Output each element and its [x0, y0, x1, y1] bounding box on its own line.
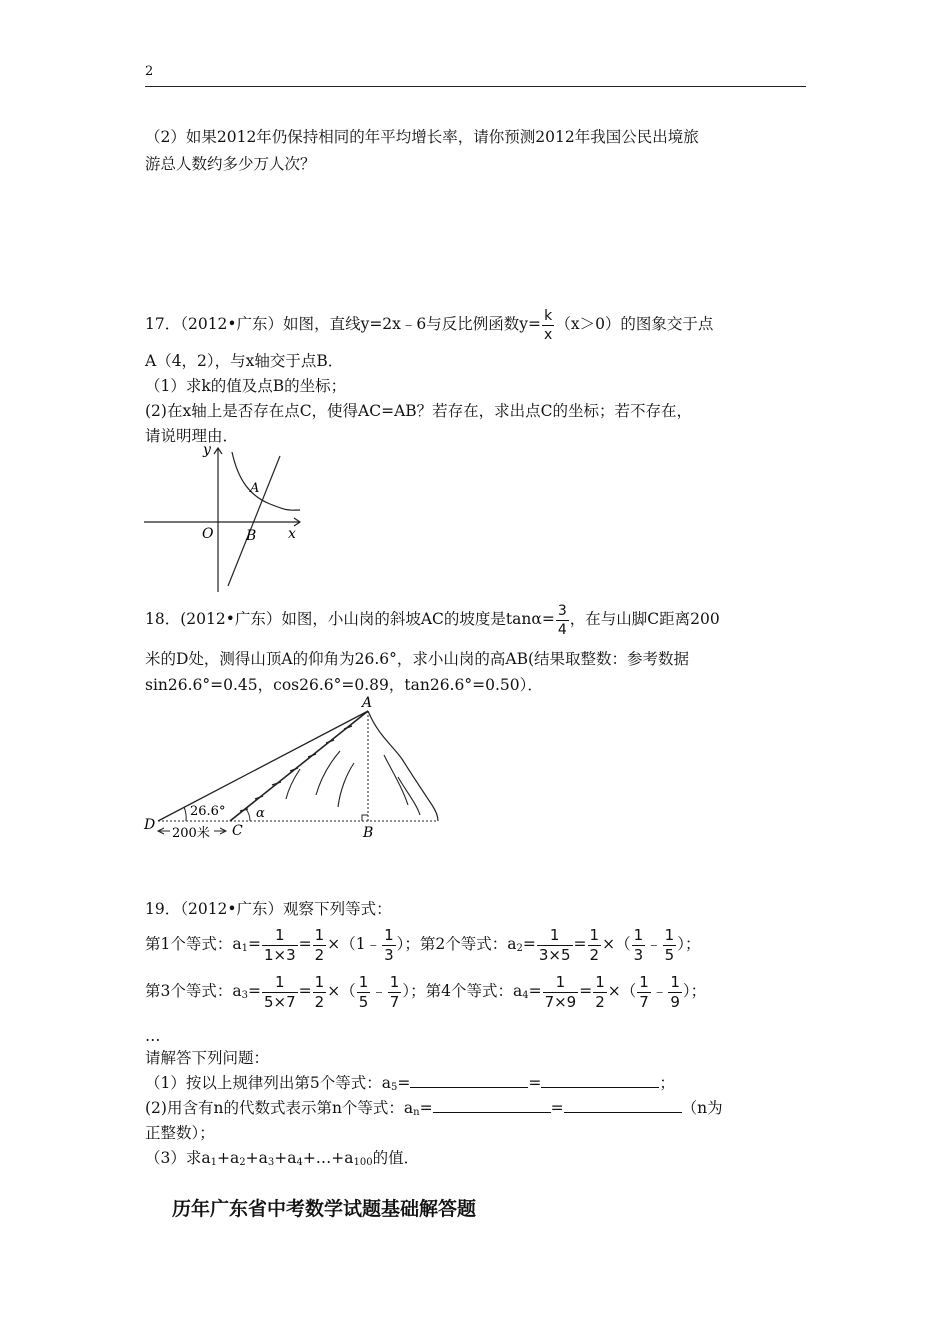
q19-eq4-equals: =: [528, 982, 542, 1000]
q17-line: [228, 456, 280, 586]
q17-label-o: O: [202, 526, 214, 542]
q19-part2-eq: =: [419, 1099, 433, 1117]
q18-label-angle: 26.6°: [190, 804, 226, 819]
q19-part2-text: (2)用含有n的代数式表示第n个等式：a: [145, 1099, 414, 1117]
q19-intro: 19．（2012•广东）观察下列等式：: [145, 900, 392, 918]
q19-eq2-semi: ；: [684, 935, 701, 953]
q19-eq2-fa: [632, 925, 646, 964]
q16-part2-line2: 游总人数约多少万人次？: [145, 155, 316, 173]
q17-figure: [140, 440, 310, 600]
q19-eq4-frac-den: 7×9: [544, 992, 577, 1011]
q19-equations-row1: [145, 923, 700, 970]
footer-title: 历年广东省中考数学试题基础解答题: [172, 1198, 477, 1220]
q19-eq1-half-num: 1: [314, 925, 325, 944]
q19-eq4-label: ；第4个等式：a: [410, 982, 523, 1000]
q19-eq2-fb-num: 1: [664, 925, 675, 944]
q19-eq4-fa-den: 7: [639, 992, 649, 1011]
q17-fraction: [542, 309, 554, 342]
q19-eq1-frac: [262, 925, 298, 964]
q19-eq1-lp: （1﹣: [340, 935, 382, 953]
q19-eq4-fb: [668, 972, 682, 1011]
q19-eq2-fb-den: 5: [664, 945, 675, 964]
q19-eq4-half-den: 2: [595, 992, 605, 1011]
q19-part1-text: （1）按以上规律列出第5个等式：a: [145, 1074, 391, 1092]
q19-eq2-frac-den: 3×5: [538, 945, 571, 964]
q17-line3: （1）求k的值及点B的坐标；: [145, 377, 347, 395]
q19-eq1-label: 第1个等式：a: [145, 935, 242, 953]
q19-eq3-half: [313, 972, 327, 1011]
q19-eq3-label: 第3个等式：a: [145, 982, 242, 1000]
page-number: 2: [145, 64, 154, 79]
q19-eq1-f3-den: 3: [384, 945, 394, 964]
q19-eq1-equals: =: [247, 935, 261, 953]
q19-part1-eq: =: [397, 1074, 411, 1092]
q19-eq2-frac-num: 1: [537, 928, 573, 946]
q19-part3-s2: 2: [239, 1157, 246, 1168]
q18-slope-hatching: [240, 726, 352, 811]
q19-eq4-frac-num: 1: [543, 975, 579, 993]
q19-part2-sub: n: [413, 1107, 420, 1118]
q17-line1: [145, 305, 713, 343]
q19-eq4-fb-den: 9: [670, 992, 680, 1011]
q19-eq4-half-num: 1: [595, 972, 605, 991]
q19-eq3-frac: [262, 972, 298, 1011]
q18-line3: sin26.6°=0.45，cos26.6°=0.89，tan26.6°=0.50）．: [145, 676, 543, 694]
q17-label-y: y: [203, 442, 211, 458]
q19-part2: [145, 1097, 723, 1124]
q19-part3-plus1: +a: [216, 1149, 240, 1167]
q19-eq2-half: [588, 925, 602, 964]
q19-eq3-fb-num: 1: [389, 972, 400, 991]
q19-part1: [145, 1072, 675, 1099]
q19-eq2-frac: [537, 925, 573, 964]
q19-eq2-sub: 2: [516, 943, 523, 954]
q19-eq4-half: [593, 972, 607, 1011]
q18-label-b: B: [363, 825, 374, 841]
q19-part2-blank2[interactable]: [564, 1098, 682, 1113]
q18-label-a: A: [362, 695, 373, 711]
q19-eq4-rp: ）: [682, 982, 691, 1000]
q17-label-b: B: [246, 528, 257, 544]
q19-eq3-lp: （: [340, 982, 356, 1000]
q18-line1: [145, 600, 720, 638]
q18-mountain-right: [368, 711, 438, 821]
q19-eq2-half-num: 1: [589, 925, 600, 944]
q19-part3-s3: 3: [267, 1157, 275, 1168]
q19-eq4-times: ×: [607, 982, 621, 1000]
q17-frac-num: k: [542, 309, 554, 326]
q19-eq2-fb: [663, 925, 677, 964]
q19-eq1-equals2: =: [298, 935, 312, 953]
q18-line2: 米的D处，测得山顶A的仰角为26.6°，求小山岗的高AB(结果取整数：参考数据: [145, 650, 690, 668]
q19-eq1-sub: 1: [241, 943, 248, 954]
q19-part3: [145, 1147, 419, 1174]
q19-part2-blank1[interactable]: [433, 1098, 551, 1113]
q19-eq1-times: ×: [327, 935, 341, 953]
q17-line2: A（4，2），与x轴交于点B．: [145, 352, 344, 370]
q19-eq3-rp: ）: [402, 982, 411, 1000]
q19-eq1-f3: [382, 925, 396, 964]
q19-part2-line2: 正整数）；: [145, 1124, 215, 1142]
q19-eq1-half: [313, 925, 327, 964]
q19-eq4-fb-num: 1: [670, 972, 680, 991]
q18-text-b: ，在与山脚C距离200: [569, 610, 720, 628]
q19-eq3-fb: [388, 972, 402, 1011]
q19-eq4-semi: ；: [690, 982, 707, 1000]
q19-eq3-times: ×: [327, 982, 341, 1000]
q19-eq3-fa: [357, 972, 371, 1011]
q19-eq4-equals2: =: [579, 982, 593, 1000]
q19-eq2-minus: ﹣: [646, 935, 662, 953]
q16-part2-line1: （2）如果2012年仍保持相同的年平均增长率，请你预测2012年我国公民出境旅: [145, 128, 699, 146]
q19-part3-dots: +…+a: [302, 1149, 354, 1167]
q18-frac-num: 3: [557, 602, 567, 619]
q19-eq3-half-num: 1: [314, 972, 325, 991]
q19-eq4-fa: [637, 972, 651, 1011]
q19-eq1-f3-num: 1: [384, 925, 394, 944]
q17-label-a: A: [250, 481, 260, 496]
q18-right-angle: [362, 815, 368, 821]
q19-eq2-label: ；第2个等式：a: [404, 935, 517, 953]
q18-label-alpha: α: [256, 806, 265, 821]
q18-fraction: [556, 604, 569, 637]
header-rule: [145, 86, 806, 87]
q19-eq4-fa-num: 1: [639, 972, 649, 991]
q19-eq1-frac-den: 1×3: [263, 945, 296, 964]
q19-part3-s1: 1: [210, 1157, 217, 1168]
q19-eq3-half-den: 2: [314, 992, 325, 1011]
q19-part3-s4: 4: [296, 1157, 303, 1168]
q18-figure: [140, 695, 445, 845]
q19-equations-row2: [145, 970, 706, 1017]
q19-eq2-equals2: =: [573, 935, 587, 953]
q17-line4: (2)在x轴上是否存在点C，使得AC=AB？若存在，求出点C的坐标；若不存在，: [145, 402, 693, 420]
q17-line5: 请说明理由．: [145, 427, 239, 445]
q19-part3-text: （3）求a: [145, 1149, 211, 1167]
q19-eq2-equals: =: [522, 935, 536, 953]
q19-eq2-fa-den: 3: [633, 945, 644, 964]
q19-eq3-equals: =: [247, 982, 261, 1000]
q19-eq1-frac-num: 1: [262, 928, 298, 946]
q19-eq3-fa-den: 5: [358, 992, 369, 1011]
q19-eq1-rp: ）: [396, 935, 405, 953]
q19-ask: 请解答下列问题：: [145, 1049, 270, 1067]
q17-frac-den: x: [544, 326, 553, 343]
q19-eq3-fa-num: 1: [358, 972, 369, 991]
q19-eq2-fa-num: 1: [633, 925, 644, 944]
q19-eq3-minus: ﹣: [371, 982, 387, 1000]
q17-text-b: （x＞0）的图象交于点: [555, 315, 714, 333]
q17-hyperbola: [232, 452, 300, 510]
q18-angle-arc-c: [246, 809, 250, 821]
q18-label-c: C: [232, 823, 243, 839]
q19-eq4-sub: 4: [522, 990, 529, 1001]
q19-eq4-minus: ﹣: [651, 982, 668, 1000]
q19-part1-mid: =: [528, 1074, 542, 1092]
q19-part2-end: （n为: [681, 1099, 723, 1117]
q19-part3-s100: 100: [353, 1157, 373, 1168]
q19-part1-sub: 5: [390, 1082, 398, 1093]
q19-eq3-fb-den: 7: [389, 992, 400, 1011]
q17-label-x: x: [288, 526, 296, 542]
q19-part3-plus2: +a: [245, 1149, 268, 1167]
q19-eq3-equals2: =: [298, 982, 312, 1000]
q18-angle-arc-d: [184, 807, 186, 821]
q19-part3-plus3: +a: [274, 1149, 297, 1167]
q19-eq2-times: ×: [602, 935, 616, 953]
q19-eq3-frac-den: 5×7: [263, 992, 296, 1011]
q19-eq4-lp: （: [620, 982, 637, 1000]
q19-part1-end: ；: [659, 1074, 675, 1092]
q19-ellipsis: …: [145, 1027, 161, 1045]
q19-part1-blank2[interactable]: [541, 1073, 659, 1088]
q17-text-a: 17．（2012•广东）如图，直线y=2x﹣6与反比例函数y=: [145, 315, 542, 333]
q19-eq2-rp: ）: [677, 935, 685, 953]
q18-frac-den: 4: [557, 621, 567, 638]
q19-part1-blank1[interactable]: [410, 1073, 528, 1088]
q18-label-d: D: [144, 817, 156, 833]
q19-eq4-frac: [543, 972, 579, 1011]
q19-part3-end: 的值．: [372, 1149, 420, 1167]
q19-eq3-frac-num: 1: [262, 975, 298, 993]
q19-eq2-lp: （: [615, 935, 631, 953]
q18-text-a: 18．(2012•广东）如图，小山岗的斜坡AC的坡度是tanα=: [145, 610, 555, 628]
q19-part2-mid: =: [550, 1099, 564, 1117]
q18-label-distance: 200米: [172, 826, 210, 841]
q19-eq1-half-den: 2: [314, 945, 325, 964]
q19-eq3-sub: 3: [241, 990, 248, 1001]
q19-eq2-half-den: 2: [589, 945, 600, 964]
